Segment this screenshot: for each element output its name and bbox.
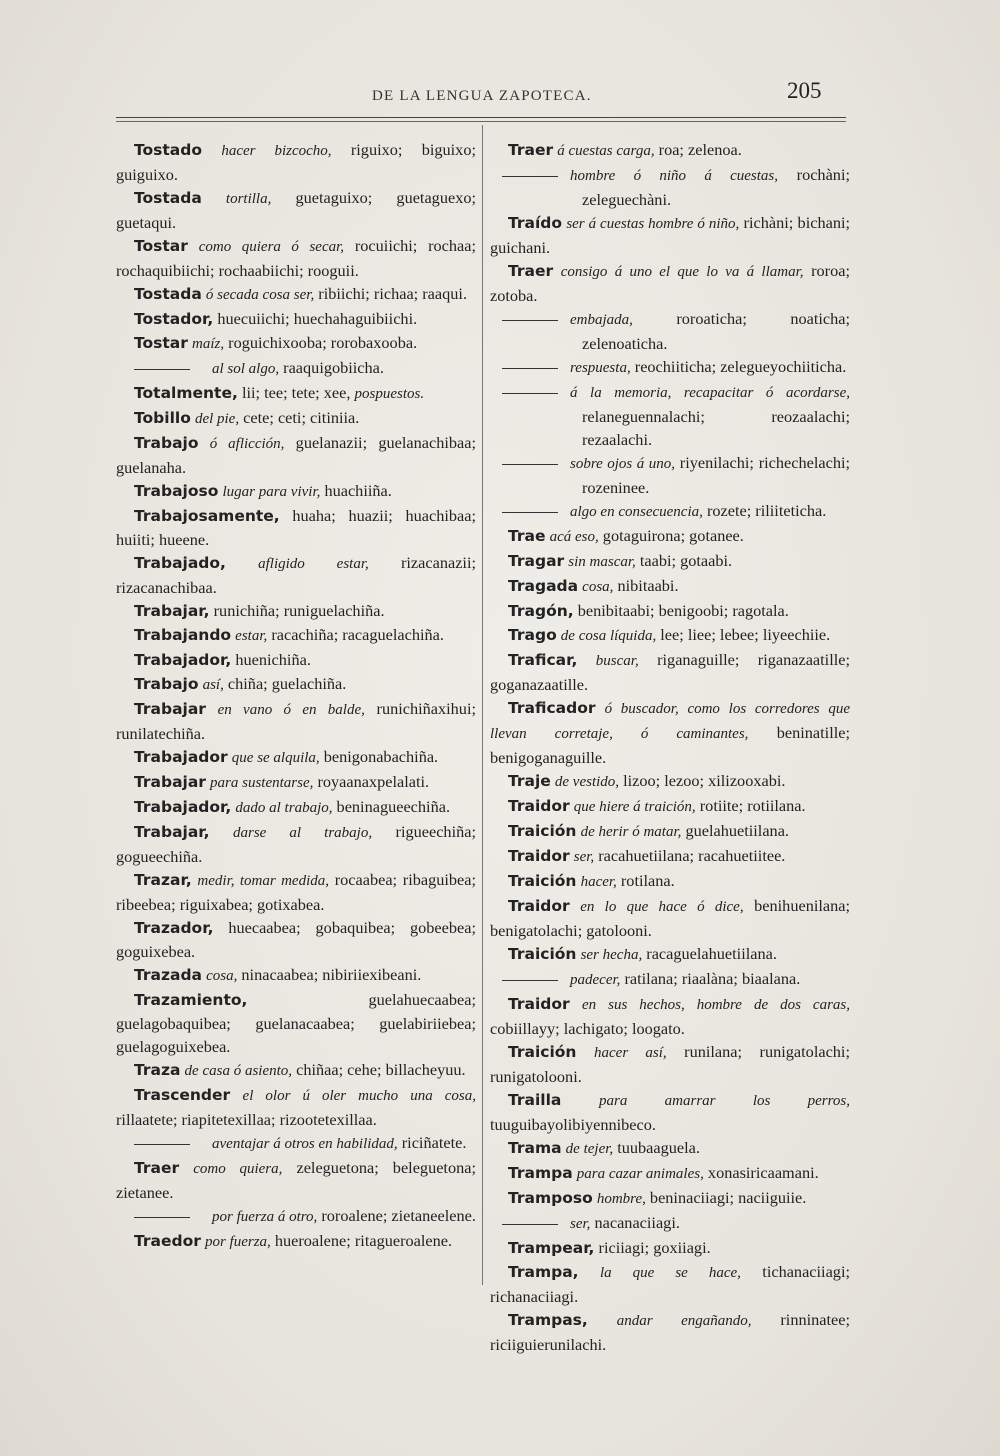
entry-qualifier: ó buscador, como los corredores que llevan corretaje, ó caminantes, — [490, 701, 850, 742]
entry-translation: racaguelahuetiilana. — [642, 944, 777, 963]
dictionary-entry — [116, 406, 476, 431]
dictionary-entry — [490, 211, 850, 259]
dictionary-entry — [116, 820, 476, 868]
entry-translation: cobiillayy; lachigato; loogato. — [490, 1019, 685, 1038]
entry-translation: roguichixooba; rorobaxooba. — [224, 333, 418, 352]
dictionary-entry — [490, 869, 850, 894]
entry-headword: Trae — [508, 527, 546, 545]
entry-translation: guetaguixo; guetaguexo; guetaqui. — [116, 188, 476, 232]
entry-headword: Tramposo — [508, 1189, 593, 1207]
entry-headword: Traer — [508, 262, 554, 280]
header-rule — [116, 117, 846, 118]
entry-headword: Trampas, — [508, 1311, 588, 1329]
dictionary-entry — [116, 648, 476, 672]
entry-translation: riciiagi; goxiiagi. — [598, 1238, 711, 1257]
entry-headword: Tostar — [134, 334, 188, 352]
dictionary-entry — [490, 1211, 850, 1236]
entry-headword: Traición — [508, 1043, 577, 1061]
entry-qualifier: á cuestas carga, — [557, 143, 655, 159]
entry-qualifier: medir, tomar medida, — [197, 873, 330, 889]
entry-headword: Trampa, — [508, 1263, 579, 1281]
dictionary-entry — [116, 599, 476, 623]
entry-headword: Trabajo — [134, 675, 199, 693]
dictionary-entry — [490, 769, 850, 794]
right-column — [490, 138, 850, 1356]
entry-qualifier: de vestido, — [554, 774, 620, 790]
entry-translation: huaha; huazii; huachibaa; huiiti; hueene. — [116, 506, 476, 549]
dictionary-entry — [490, 696, 850, 769]
entry-translation: huecaabea; gobaquibea; gobeebea; goguixebea. — [116, 918, 476, 961]
entry-qualifier: que hiere á traición, — [573, 799, 696, 815]
entry-headword: Trabajar — [134, 773, 206, 791]
dictionary-entry — [490, 1186, 850, 1211]
entry-headword: Traza — [134, 1061, 181, 1079]
entry-qualifier: hacer bizcocho, — [221, 143, 332, 159]
entry-qualifier: hacer así, — [594, 1045, 667, 1061]
entry-headword: Traición — [508, 945, 577, 963]
entry-headword: Trabajador, — [134, 798, 232, 816]
entry-qualifier: de cosa líquida, — [560, 628, 657, 644]
entry-headword: Traer — [134, 1159, 180, 1177]
dictionary-entry — [116, 331, 476, 356]
entry-translation: chiñaa; cehe; billacheyuu. — [292, 1060, 466, 1079]
entry-qualifier: de casa ó asiento, — [184, 1063, 293, 1079]
entry-headword: Trabajosamente, — [134, 507, 280, 525]
dictionary-entry — [116, 1058, 476, 1083]
entry-headword: Trabajoso — [134, 482, 219, 500]
entry-headword: Trabajar, — [134, 823, 210, 841]
entry-headword: Tostada — [134, 285, 202, 303]
entry-translation: raaquigobiicha. — [279, 358, 384, 377]
entry-qualifier: sobre ojos á uno, — [570, 456, 675, 472]
entry-qualifier: en vano ó en balde, — [217, 702, 365, 718]
dictionary-entry — [490, 894, 850, 942]
entry-qualifier: lugar para vivir, — [222, 484, 321, 500]
entry-qualifier: en sus hechos, hombre de dos caras, — [582, 997, 850, 1013]
entry-qualifier: ser hecha, — [580, 947, 643, 963]
entry-translation: riyenilachi; richechelachi; rozeninee. — [582, 453, 851, 497]
entry-translation: racahuetiilana; racahuetiitee. — [594, 846, 786, 865]
dictionary-entry — [116, 697, 476, 745]
entry-qualifier: estar, — [235, 628, 268, 644]
entry-translation: guelahuetiilana. — [681, 821, 789, 840]
entry-translation: guelanazii; guelanachibaa; guelanaha. — [116, 433, 476, 477]
entry-translation: riguixo; biguixo; guiguixo. — [116, 140, 476, 184]
entry-translation: rozete; riliiteticha. — [702, 501, 827, 520]
entry-translation: tichanaciiagi; richanaciiagi. — [490, 1262, 850, 1306]
dictionary-entry — [116, 282, 476, 307]
dictionary-entry — [490, 259, 850, 307]
entry-headword: Tragada — [508, 577, 579, 595]
column-divider — [482, 125, 483, 1285]
entry-headword: Trazamiento, — [134, 991, 248, 1009]
dictionary-entry — [116, 356, 476, 381]
entry-headword: Trabajo — [134, 434, 199, 452]
running-title: DE LA LENGUA ZAPOTECA. — [372, 88, 592, 104]
entry-translation: xonasiricaamani. — [703, 1163, 819, 1182]
entry-headword: Totalmente, — [134, 384, 238, 402]
entry-translation: runilana; runigatolachi; runigatolooni. — [490, 1042, 850, 1086]
entry-translation: cete; ceti; citiniia. — [239, 408, 360, 427]
dictionary-entry — [490, 163, 850, 211]
entry-headword: Trampa — [508, 1164, 573, 1182]
dictionary-entry — [490, 844, 850, 869]
entry-qualifier: hombre ó niño á cuestas, — [570, 168, 779, 184]
entry-headword: Tragón, — [508, 602, 574, 620]
entry-translation: lii; tee; tete; xee, — [241, 383, 355, 402]
dictionary-entry — [490, 549, 850, 574]
entry-translation: rinninatee; riciiguierunilachi. — [490, 1310, 850, 1354]
entry-qualifier: cosa, — [206, 968, 238, 984]
entry-headword: Trabajado, — [134, 554, 226, 572]
dictionary-entry — [490, 819, 850, 844]
entry-qualifier: así, — [202, 677, 224, 693]
entry-headword: Traer — [508, 141, 554, 159]
dictionary-entry — [116, 138, 476, 186]
dictionary-entry — [116, 795, 476, 820]
entry-translation: racachiña; racaguelachiña. — [267, 625, 444, 644]
entry-translation: hueroalene; ritagueroalene. — [270, 1231, 453, 1250]
entry-translation: huachiiña. — [320, 481, 392, 500]
entry-translation: tuuguibayolibiyennibeco. — [490, 1115, 656, 1134]
entry-translation: royaanaxpelalati. — [313, 772, 430, 791]
dictionary-entry — [490, 992, 850, 1040]
dictionary-entry — [116, 1083, 476, 1131]
entry-headword: Traición — [508, 872, 577, 890]
entry-qualifier: como quiera ó secar, — [198, 239, 345, 255]
entry-headword: Trago — [508, 626, 557, 644]
repeat-dash — [502, 176, 558, 177]
repeat-dash — [502, 980, 558, 981]
entry-headword: Trama — [508, 1139, 562, 1157]
dictionary-entry — [116, 770, 476, 795]
entry-qualifier: afligido estar, — [258, 556, 369, 572]
entry-translation: runichiñaxihui; runilatechiña. — [116, 699, 476, 743]
left-column — [116, 138, 476, 1254]
entry-qualifier: tortilla, — [225, 191, 272, 207]
entry-translation: chiña; guelachiña. — [223, 674, 347, 693]
dictionary-entry — [490, 794, 850, 819]
entry-qualifier: ser, — [570, 1216, 591, 1232]
entry-translation: lizoo; lezoo; xilizooxabi. — [619, 771, 786, 790]
entry-headword: Trabajador, — [134, 651, 232, 669]
dictionary-entry — [116, 745, 476, 770]
entry-translation: benigonabachiña. — [319, 747, 439, 766]
entry-qualifier: la que se hace, — [599, 1265, 741, 1281]
entry-headword: Trazador, — [134, 919, 214, 937]
dictionary-entry — [116, 307, 476, 331]
entry-translation: rillaatete; riapitetexillaa; rizootetexillaa. — [116, 1110, 377, 1129]
entry-qualifier: ó aflicción, — [209, 436, 285, 452]
entry-translation: huenichiña. — [235, 650, 311, 669]
entry-translation: rizacanazii; rizacanachibaa. — [116, 553, 476, 597]
entry-translation: ribiichi; richaa; raaqui. — [314, 284, 468, 303]
dictionary-entry — [116, 234, 476, 282]
entry-translation: riciñatete. — [397, 1133, 467, 1152]
entry-qualifier: maíz, — [191, 336, 225, 352]
entry-headword: Traedor — [134, 1232, 201, 1250]
entry-qualifier: dado al trabajo, — [235, 800, 333, 816]
entry-qualifier: como quiera, — [193, 1161, 283, 1177]
dictionary-entry — [490, 967, 850, 992]
dictionary-entry — [490, 380, 850, 451]
entry-headword: Traidor — [508, 847, 570, 865]
entry-translation: beninagueechiña. — [332, 797, 451, 816]
dictionary-entry — [490, 138, 850, 163]
entry-qualifier: ó secada cosa ser, — [205, 287, 315, 303]
entry-translation: ninacaabea; nibiriiexibeani. — [237, 965, 422, 984]
dictionary-entry — [490, 524, 850, 549]
repeat-dash — [502, 1224, 558, 1225]
entry-qualifier: de herir ó matar, — [580, 824, 682, 840]
dictionary-entry — [116, 1131, 476, 1156]
entry-translation: riganaguille; riganazaatille; goganazaatille. — [490, 650, 850, 694]
dictionary-entry — [116, 988, 476, 1058]
entry-qualifier: por fuerza á otro, — [212, 1209, 318, 1225]
entry-qualifier: buscar, — [595, 653, 639, 669]
entry-qualifier: por fuerza, — [204, 1234, 271, 1250]
entry-translation: rotilana. — [616, 871, 675, 890]
entry-translation: runichiña; runiguelachiña. — [213, 601, 385, 620]
entry-qualifier: para cazar animales, — [576, 1166, 704, 1182]
repeat-dash — [502, 368, 558, 369]
repeat-dash — [502, 512, 558, 513]
entry-qualifier: en lo que hace ó dice, — [580, 899, 744, 915]
entry-headword: Tostado — [134, 141, 203, 159]
dictionary-entry — [490, 307, 850, 355]
running-head — [0, 78, 1000, 108]
entry-translation: rigueechiña; gogueechiña. — [116, 822, 476, 866]
entry-headword: Traición — [508, 822, 577, 840]
dictionary-entry — [116, 1156, 476, 1204]
entry-translation: guelahuecaabea; guelagobaquibea; guelanacaabea; guelabiriiebea; guelagoguixebea. — [116, 990, 476, 1056]
dictionary-entry — [116, 963, 476, 988]
dictionary-entry — [116, 381, 476, 406]
entry-translation: nacanaciiagi. — [590, 1213, 680, 1232]
dictionary-entry — [116, 916, 476, 963]
repeat-dash — [502, 464, 558, 465]
entry-headword: Trazada — [134, 966, 203, 984]
entry-qualifier: ser, — [573, 849, 595, 865]
entry-headword: Trabajador — [134, 748, 228, 766]
dictionary-entry — [490, 1236, 850, 1260]
entry-qualifier: sin mascar, — [568, 554, 636, 570]
entry-headword: Trascender — [134, 1086, 231, 1104]
dictionary-entry — [490, 1136, 850, 1161]
entry-qualifier: respuesta, — [570, 360, 631, 376]
dictionary-entry — [116, 479, 476, 504]
entry-translation: ratilana; riaalàna; biaalana. — [620, 969, 801, 988]
entry-translation: huecuiichi; huechahaguibiichi. — [217, 309, 418, 328]
entry-translation: gotaguirona; gotanee. — [598, 526, 744, 545]
entry-translation: benihuenilana; benigatolachi; gatolooni. — [490, 896, 850, 940]
entry-headword: Traidor — [508, 995, 570, 1013]
dictionary-entry — [116, 1229, 476, 1254]
entry-qualifier: cosa, — [582, 579, 614, 595]
entry-qualifier: para sustentarse, — [210, 775, 314, 791]
entry-qualifier: acá eso, — [549, 529, 599, 545]
dictionary-entry — [490, 574, 850, 599]
entry-headword: Trazar, — [134, 871, 192, 889]
entry-qualifier: padecer, — [570, 972, 621, 988]
entry-note: pospuestos. — [354, 386, 425, 402]
entry-qualifier: del pie, — [194, 411, 240, 427]
entry-translation: rocuiichi; rochaa; rochaquibiichi; rochaabiichi; rooguii. — [116, 236, 476, 280]
repeat-dash — [502, 320, 558, 321]
entry-translation: roroalene; zietaneelene. — [317, 1206, 476, 1225]
repeat-dash — [134, 369, 190, 370]
dictionary-entry — [490, 599, 850, 623]
entry-qualifier: hombre, — [596, 1191, 646, 1207]
entry-qualifier: algo en consecuencia, — [570, 504, 703, 520]
dictionary-entry — [490, 1308, 850, 1356]
entry-headword: Trailla — [508, 1091, 562, 1109]
entry-headword: Tostar — [134, 237, 188, 255]
dictionary-entry — [490, 942, 850, 967]
entry-translation: relaneguennalachi; reozaalachi; rezaalachi. — [582, 407, 850, 449]
entry-translation: roa; zelenoa. — [654, 140, 742, 159]
entry-qualifier: embajada, — [570, 312, 633, 328]
entry-translation: tuubaaguela. — [613, 1138, 700, 1157]
repeat-dash — [134, 1217, 190, 1218]
entry-translation: beninatille; benigoganaguille. — [490, 723, 850, 767]
entry-translation: rotiite; rotiilana. — [695, 796, 806, 815]
entry-translation: taabi; gotaabi. — [635, 551, 733, 570]
entry-headword: Trabajando — [134, 626, 232, 644]
dictionary-entry — [116, 868, 476, 916]
dictionary-entry — [116, 431, 476, 479]
entry-translation: beninaciiagi; naciiguiie. — [645, 1188, 807, 1207]
entry-translation: roroaticha; noaticha; zelenoaticha. — [582, 309, 850, 353]
entry-headword: Traído — [508, 214, 563, 232]
entry-qualifier: de tejer, — [565, 1141, 614, 1157]
dictionary-entry — [490, 1260, 850, 1308]
page-number: 205 — [787, 78, 822, 103]
entry-headword: Traidor — [508, 797, 570, 815]
entry-headword: Traficador — [508, 699, 596, 717]
entry-qualifier: al sol algo, — [212, 361, 280, 377]
entry-qualifier: ser á cuestas hombre ó niño, — [566, 216, 740, 232]
entry-headword: Traidor — [508, 897, 570, 915]
entry-headword: Tostador, — [134, 310, 214, 328]
entry-qualifier: el olor ú oler mucho una cosa, — [242, 1088, 476, 1104]
entry-qualifier: hacer, — [580, 874, 617, 890]
entry-headword: Trabajar — [134, 700, 206, 718]
entry-qualifier: consigo á uno el que lo va á llamar, — [560, 264, 804, 280]
entry-qualifier: que se alquila, — [231, 750, 320, 766]
entry-qualifier: darse al trabajo, — [232, 825, 373, 841]
dictionary-entry — [490, 623, 850, 648]
entry-qualifier: andar engañando, — [616, 1313, 752, 1329]
entry-translation: roroa; zotoba. — [490, 261, 850, 305]
entry-headword: Trampear, — [508, 1239, 595, 1257]
dictionary-entry — [116, 623, 476, 648]
entry-translation: rochàni; zeleguechàni. — [582, 165, 850, 209]
dictionary-entry — [116, 551, 476, 599]
entry-translation: reochiiticha; zelegueyochiiticha. — [630, 357, 847, 376]
entry-headword: Tragar — [508, 552, 565, 570]
entry-headword: Tostada — [134, 189, 202, 207]
entry-qualifier: á la memoria, recapacitar ó acordarse, — [570, 385, 850, 401]
dictionary-entry — [490, 1040, 850, 1088]
dictionary-entry — [116, 504, 476, 551]
dictionary-entry — [490, 355, 850, 380]
repeat-dash — [502, 393, 558, 394]
dictionary-entry — [116, 672, 476, 697]
entry-qualifier: para amarrar los perros, — [599, 1093, 850, 1109]
entry-headword: Tobillo — [134, 409, 191, 427]
header-rule-secondary — [116, 121, 846, 122]
dictionary-entry — [490, 451, 850, 499]
dictionary-entry — [490, 648, 850, 696]
dictionary-entry — [490, 1161, 850, 1186]
entry-headword: Traficar, — [508, 651, 578, 669]
dictionary-entry — [116, 1204, 476, 1229]
entry-translation: benibitaabi; benigoobi; ragotala. — [577, 601, 789, 620]
entry-translation: rocaabea; ribaguibea; ribeebea; riguixabea; gotixabea. — [116, 870, 477, 914]
entry-headword: Traje — [508, 772, 551, 790]
repeat-dash — [134, 1144, 190, 1145]
entry-qualifier: aventajar á otros en habilidad, — [212, 1136, 398, 1152]
entry-translation: nibitaabi. — [613, 576, 679, 595]
dictionary-entry — [490, 1088, 850, 1136]
dictionary-entry — [116, 186, 476, 234]
entry-translation: richàni; bichani; guichani. — [490, 213, 851, 257]
dictionary-entry — [490, 499, 850, 524]
entry-headword: Trabajar, — [134, 602, 210, 620]
entry-translation: zeleguetona; beleguetona; zietanee. — [116, 1158, 476, 1202]
entry-translation: lee; liee; lebee; liyeechiie. — [656, 625, 831, 644]
